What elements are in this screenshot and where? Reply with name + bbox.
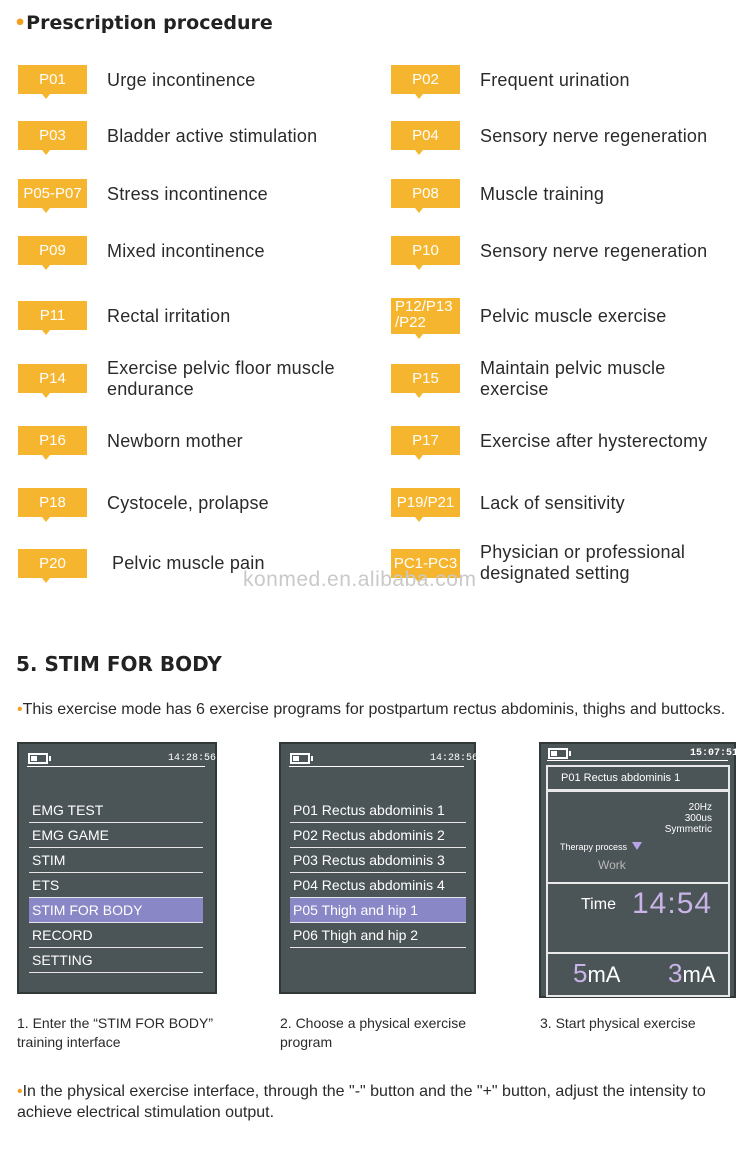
caption-step-2 [280,1014,466,1052]
battery-icon [548,748,568,759]
stim-intro: •This exercise mode has 6 exercise programs for postpartum rectus abdominis, thighs and buttocks. [17,701,726,718]
program-desc: Mixed incontinence [107,241,265,261]
program-desc-line: exercise [480,379,549,399]
program-desc: Frequent urination [480,70,630,90]
program-tag: P20 [18,549,87,578]
menu-item-setting[interactable]: SETTING [29,948,203,973]
bullet-icon: • [14,12,27,34]
bullet-icon: • [17,1083,23,1100]
program-desc [480,542,685,584]
program-tag: P09 [18,236,87,265]
triangle-down-icon [632,842,642,850]
divider [27,766,205,767]
program-tag: PC1-PC3 [391,549,460,578]
main-menu [29,798,203,973]
program-item[interactable]: P02 Rectus abdominis 2 [290,823,466,848]
menu-item-ets[interactable]: ETS [29,873,203,898]
caption-line: 2. Choose a physical exercise [280,1015,466,1031]
menu-item-stim-for-body[interactable]: STIM FOR BODY [29,898,203,923]
program-tag-line: P12/P13 [395,298,453,315]
divider [289,766,464,767]
program-tag: P11 [18,301,87,330]
program-desc [107,358,335,400]
time-remaining: 14:54 [632,887,713,920]
caption-line: program [280,1034,333,1050]
program-item[interactable]: P04 Rectus abdominis 4 [290,873,466,898]
program-desc: Urge incontinence [107,70,256,90]
program-menu [290,798,466,948]
watermark: konmed.en.alibaba.com [243,568,477,591]
program-desc: Stress incontinence [107,184,268,204]
program-tag: P18 [18,488,87,517]
program-desc: Newborn mother [107,431,243,451]
params [665,802,712,835]
program-desc: Sensory nerve regeneration [480,241,708,261]
note-line: •In the physical exercise interface, through the "-" button and the "+" button, adjust the intensity to [17,1083,706,1100]
program-name: P01 Rectus abdominis 1 [561,772,681,784]
therapy-process: Therapy process [560,842,642,852]
channel-1-intensity: 5mA [573,958,621,988]
clock: 14:28:56 [168,753,217,764]
therapy-state: Work [598,858,626,872]
program-tag: P14 [18,364,87,393]
bullet-icon: • [17,701,23,718]
program-item[interactable]: P03 Rectus abdominis 3 [290,848,466,873]
params-box [546,790,730,884]
program-tag: P17 [391,426,460,455]
menu-item-emg-game[interactable]: EMG GAME [29,823,203,848]
program-desc: Lack of sensitivity [480,493,625,513]
program-item[interactable]: P06 Thigh and hip 2 [290,923,466,948]
program-desc [480,358,665,400]
program-item[interactable]: P01 Rectus abdominis 1 [290,798,466,823]
battery-icon [28,753,48,764]
channel-2-intensity: 3mA [668,958,716,988]
stim-section-title: 5. STIM FOR BODY [16,652,222,676]
program-desc-line: Physician or professional [480,542,686,562]
program-tag: P08 [391,179,460,208]
program-desc-line: endurance [107,379,194,399]
program-tag: P03 [18,121,87,150]
program-tag-line: /P22 [395,314,426,331]
frequency: 20Hz [688,802,712,813]
program-desc-line: designated setting [480,563,630,583]
intensity-box [546,952,730,997]
program-desc: Exercise after hysterectomy [480,431,708,451]
divider [547,760,728,761]
intensity-note [17,1081,742,1123]
program-tag: P01 [18,65,87,94]
time-label: Time [581,896,616,913]
caption-line: 1. Enter the “STIM FOR BODY” [17,1015,214,1031]
program-tag: P04 [391,121,460,150]
caption-step-3 [540,1014,696,1033]
menu-item-emg-test[interactable]: EMG TEST [29,798,203,823]
caption-line: 3. Start physical exercise [540,1015,696,1031]
clock: 15:07:51 [690,748,739,759]
caption-step-1 [17,1014,213,1052]
program-tag [391,298,460,334]
program-tag: P05-P07 [18,179,87,208]
program-desc: Muscle training [480,184,605,204]
menu-item-record[interactable]: RECORD [29,923,203,948]
waveform: Symmetric [664,824,712,835]
caption-line: training interface [17,1034,121,1050]
clock: 14:28:56 [430,753,479,764]
program-desc: Rectal irritation [107,306,231,326]
program-desc: Cystocele, prolapse [107,493,269,513]
time-box [546,882,730,954]
pulse-width: 300us [684,813,712,824]
program-desc-line: Exercise pelvic floor muscle [107,358,335,378]
program-desc: Bladder active stimulation [107,126,318,146]
device-screen-main-menu [17,742,217,994]
menu-item-stim[interactable]: STIM [29,848,203,873]
program-tag: P19/P21 [391,488,460,517]
battery-icon [290,753,310,764]
device-screen-program-list [279,742,479,994]
program-tag: P15 [391,364,460,393]
program-tag: P10 [391,236,460,265]
program-desc: Sensory nerve regeneration [480,126,708,146]
device-screen-running [539,742,739,998]
program-desc: Pelvic muscle pain [112,553,265,573]
prescription-title: •Prescription procedure [14,12,273,34]
program-item-selected[interactable]: P05 Thigh and hip 1 [290,898,466,923]
note-line: achieve electrical stimulation output. [17,1104,275,1121]
program-tag: P02 [391,65,460,94]
program-desc-line: Maintain pelvic muscle [480,358,666,378]
program-tag: P16 [18,426,87,455]
program-header [546,765,730,791]
program-desc: Pelvic muscle exercise [480,306,667,326]
